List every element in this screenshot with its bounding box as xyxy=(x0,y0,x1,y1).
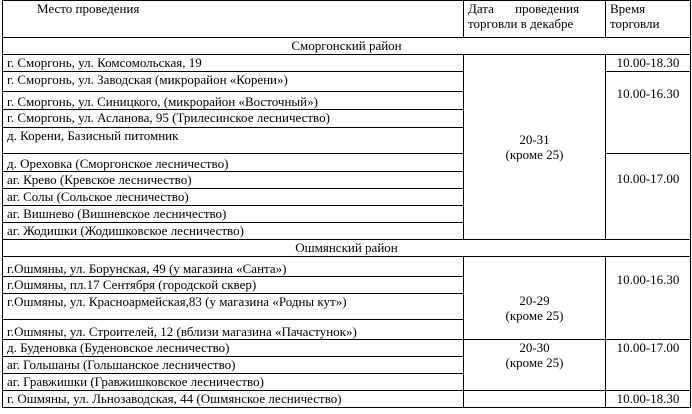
header-time xyxy=(606,1,691,38)
place-cell: д. Ореховка (Сморгонское лесничество) xyxy=(3,154,464,172)
place-cell: аг. Солы (Сольское лесничество) xyxy=(3,189,464,206)
place-cell: аг. Крево (Кревское лесничество) xyxy=(3,172,464,189)
header-date-line2: торговли в декабре xyxy=(468,16,574,31)
place-cell: аг. Гравжишки (Гравжишковское лесничество) xyxy=(3,374,464,391)
date-cell-empty xyxy=(464,391,606,408)
time-cell: 10.00-18.30 xyxy=(606,55,691,72)
date-line2: (кроме 25) xyxy=(505,355,564,370)
place-cell: г. Сморгонь, ул. Асланова, 95 (Трилесинское лесничество) xyxy=(3,110,464,128)
place-cell: г. Сморгонь, ул. Комсомольская, 19 xyxy=(3,55,464,72)
header-row xyxy=(3,1,691,38)
place-cell: г. Ошмяны, ул. Льнозаводская, 44 (Ошмянское лесничество) xyxy=(3,391,464,408)
place-cell: г.Ошмяны, пл.17 Сентября (городской сквер) xyxy=(3,277,464,294)
date-cell-oshmyany-2 xyxy=(464,340,606,391)
place-cell: аг. Жодишки (Жодишковское лесничество) xyxy=(3,223,464,240)
place-cell: аг. Гольшаны (Гольшанское лесничество) xyxy=(3,357,464,374)
section-title-row xyxy=(3,240,691,257)
table-row xyxy=(3,257,691,277)
section-title-smorgon: Сморгонский район xyxy=(3,38,691,55)
place-cell: аг. Вишнево (Вишневское лесничество) xyxy=(3,206,464,223)
place-cell: г. Сморгонь, ул. Заводская (микрорайон «Корени») xyxy=(3,72,464,92)
header-date xyxy=(464,1,606,38)
date-cell-oshmyany-1 xyxy=(464,257,606,340)
header-date-line1: Дата проведения xyxy=(468,1,580,16)
table-row xyxy=(3,340,691,357)
place-cell: д. Буденовка (Буденовское лесничество) xyxy=(3,340,464,357)
place-cell: д. Корени, Базисный питомник xyxy=(3,128,464,154)
date-line1: 20-29 xyxy=(519,293,550,308)
date-line1: 20-31 xyxy=(519,132,550,147)
header-place: Место проведения xyxy=(3,1,464,38)
date-line2: (кроме 25) xyxy=(505,147,564,162)
trade-schedule-table xyxy=(2,0,691,408)
place-cell: г. Сморгонь, ул. Синицкого, (микрорайон «Восточный») xyxy=(3,92,464,110)
place-cell: г.Ошмяны, ул. Красноармейская,83 (у магазина «Родны кут») xyxy=(3,294,464,320)
time-cell: 10.00-18.30 xyxy=(606,391,691,408)
time-cell: 10.00-16.30 xyxy=(606,257,691,340)
place-cell: г.Ошмяны, ул. Борунская, 49 (у магазина «Санта») xyxy=(3,257,464,277)
table-row xyxy=(3,391,691,408)
section-title-oshmyany: Ошмянский район xyxy=(3,240,691,257)
header-time-line1: Время xyxy=(610,1,646,16)
table-row xyxy=(3,55,691,72)
place-cell: г.Ошмяны, ул. Строителей, 12 (вблизи магазина «Пачастунок») xyxy=(3,320,464,340)
section-title-row xyxy=(3,38,691,55)
header-time-line2: торговли xyxy=(610,16,660,31)
time-cell: 10.00-17.00 xyxy=(606,340,691,391)
date-line1: 20-30 xyxy=(519,340,550,355)
time-cell: 10.00-17.00 xyxy=(606,154,691,240)
time-cell: 10.00-16.30 xyxy=(606,72,691,154)
date-cell-smorgon xyxy=(464,55,606,240)
date-line2: (кроме 25) xyxy=(505,308,564,323)
